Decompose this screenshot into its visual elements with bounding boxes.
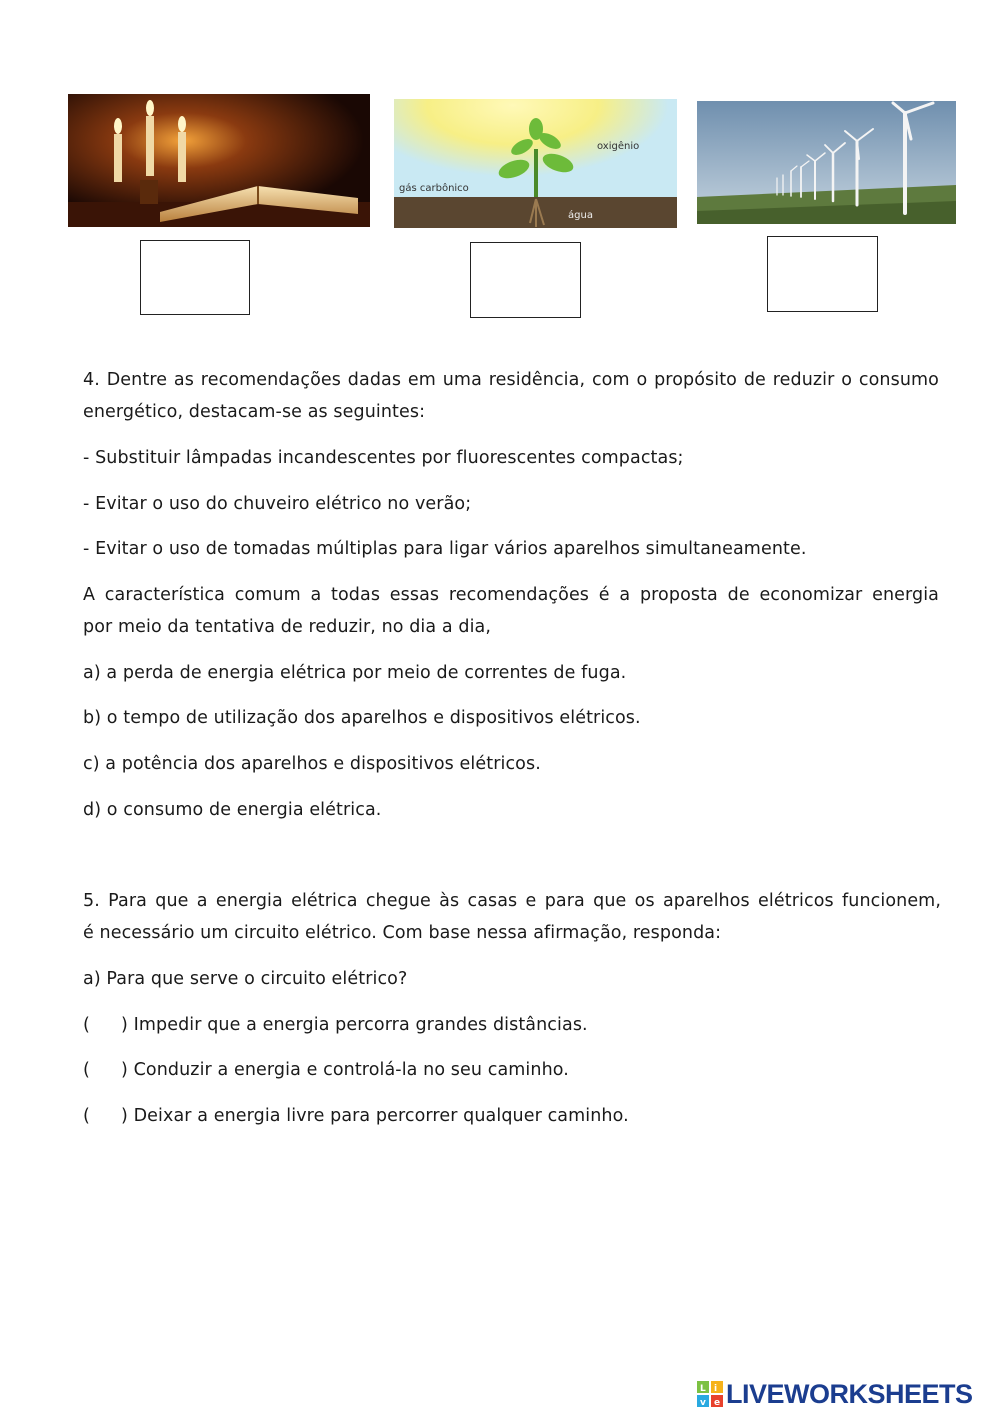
q4-stem-1: A característica comum a todas essas recomendações é a proposta de economizar energia — [83, 585, 939, 605]
q4-option-c[interactable]: c) a potência dos aparelhos e dispositivos elétricos. — [83, 754, 541, 774]
wind-turbines-image — [697, 101, 956, 224]
svg-text:e: e — [714, 1398, 721, 1407]
svg-text:v: v — [700, 1398, 706, 1407]
q5-choice-3[interactable] — [83, 1103, 943, 1129]
logo-text: LIVEWORKSHEETS — [726, 1379, 973, 1409]
answer-box-1[interactable] — [140, 240, 250, 315]
q5-line-2: é necessário um circuito elétrico. Com base nessa afirmação, responda: — [83, 923, 722, 943]
choice-checkbox-3[interactable]: ( — [83, 1106, 90, 1126]
liveworksheets-logo[interactable] — [697, 1378, 973, 1410]
svg-text:L: L — [700, 1384, 706, 1394]
q4-recommendation-2: - Evitar o uso do chuveiro elétrico no verão; — [83, 494, 472, 514]
q4-option-b[interactable]: b) o tempo de utilização dos aparelhos e dispositivos elétricos. — [83, 708, 641, 728]
q4-recommendation-3: - Evitar o uso de tomadas múltiplas para ligar vários aparelhos simultaneamente. — [83, 539, 807, 559]
q4-option-d[interactable]: d) o consumo de energia elétrica. — [83, 800, 382, 820]
choice-checkbox-1[interactable]: ( — [83, 1015, 90, 1035]
answer-box-2[interactable] — [470, 242, 581, 318]
choice-text-1: ) Impedir que a energia percorra grandes distâncias. — [121, 1015, 588, 1035]
svg-text:i: i — [714, 1384, 718, 1394]
answer-box-3[interactable] — [767, 236, 878, 312]
label-gas-carbonico: gás carbônico — [399, 183, 469, 194]
choice-text-2: ) Conduzir a energia e controlá-la no seu caminho. — [121, 1060, 569, 1080]
label-oxigenio: oxigênio — [597, 141, 640, 152]
plant-photosynthesis-image — [394, 99, 677, 228]
liveworksheets-logo-icon — [697, 1381, 723, 1407]
q5-choice-1[interactable] — [83, 1012, 943, 1038]
q5-sub-a: a) Para que serve o circuito elétrico? — [83, 969, 408, 989]
choice-text-3: ) Deixar a energia livre para percorrer qualquer caminho. — [121, 1106, 629, 1126]
q5-choice-2[interactable] — [83, 1057, 943, 1083]
label-agua: água — [568, 210, 593, 221]
choice-checkbox-2[interactable]: ( — [83, 1060, 90, 1080]
q4-line-2: energético, destacam-se as seguintes: — [83, 402, 426, 422]
q4-line-1: 4. Dentre as recomendações dadas em uma residência, com o propósito de reduzir o consumo — [83, 370, 939, 390]
q5-line-1: 5. Para que a energia elétrica chegue às casas e para que os aparelhos elétricos funcionem, — [83, 891, 941, 911]
q4-recommendation-1: - Substituir lâmpadas incandescentes por fluorescentes compactas; — [83, 448, 684, 468]
q4-stem-2: por meio da tentativa de reduzir, no dia a dia, — [83, 617, 492, 637]
candles-book-image — [68, 94, 370, 227]
q4-option-a[interactable]: a) a perda de energia elétrica por meio de correntes de fuga. — [83, 663, 627, 683]
